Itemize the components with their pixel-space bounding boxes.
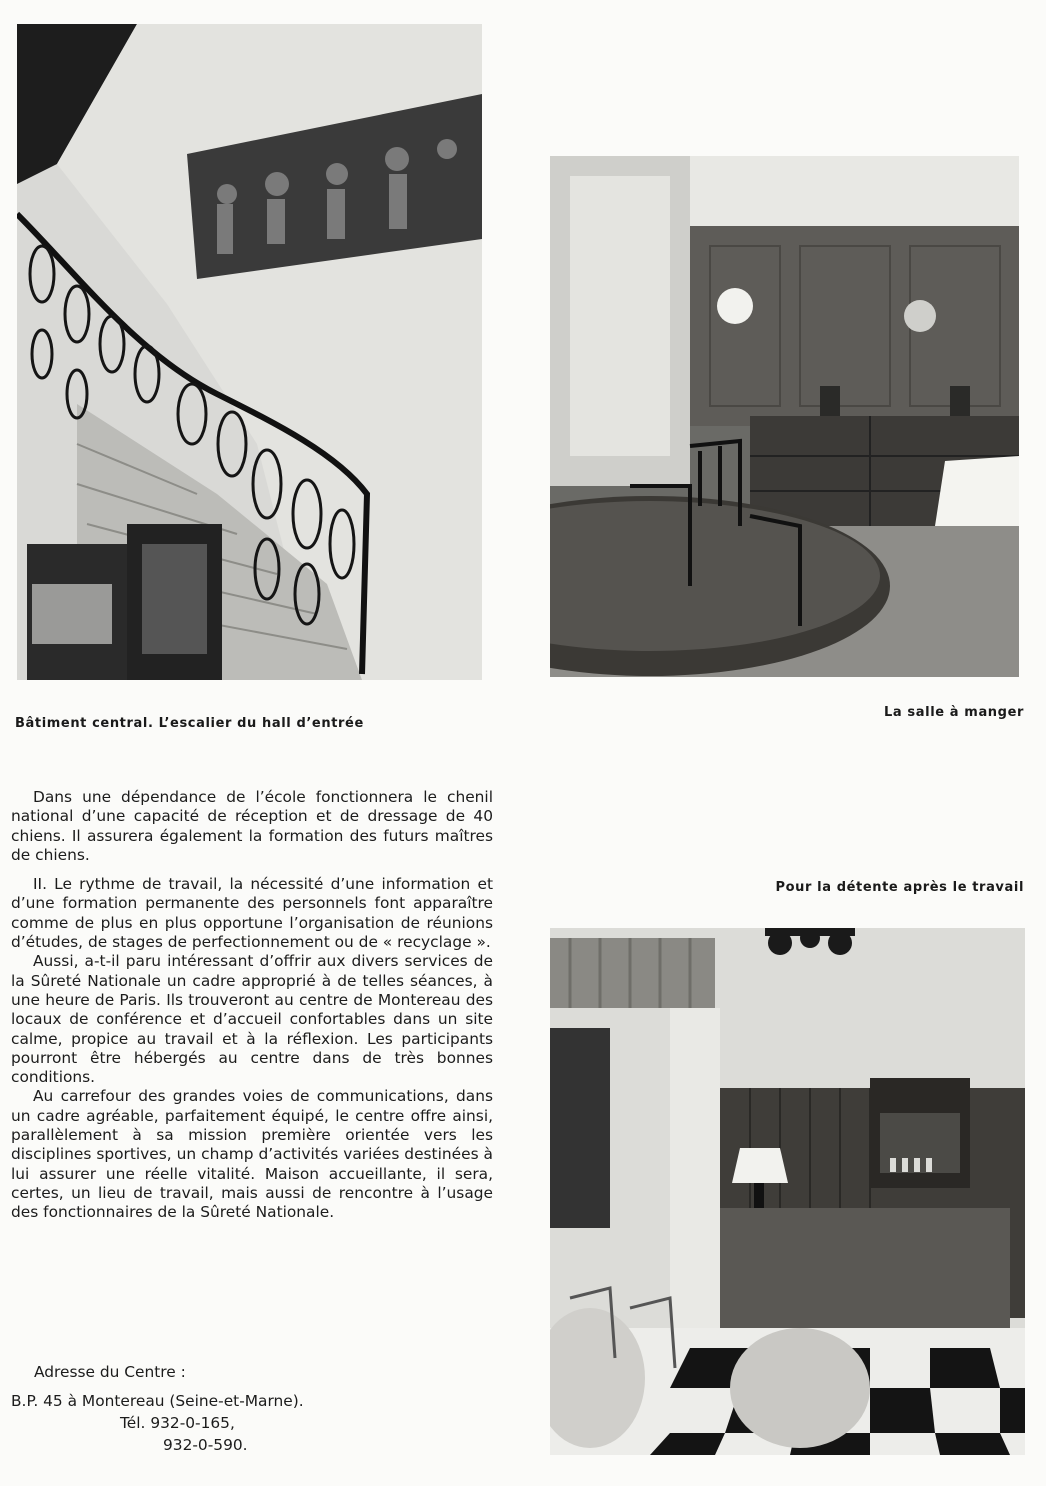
photo-lounge-bar bbox=[550, 928, 1025, 1455]
caption-staircase: Bâtiment central. L’escalier du hall d’entrée bbox=[15, 716, 364, 731]
address-line: B.P. 45 à Montereau (Seine-et-Marne). bbox=[11, 1392, 304, 1410]
caption-lounge: Pour la détente après le travail bbox=[775, 880, 1024, 895]
phone-2: 932-0-590. bbox=[163, 1436, 248, 1454]
paragraph-conference: Aussi, a-t-il paru intéressant d’offrir aux divers services de la Sûreté Nationale un cadre approprié à de telles séances, à une heure de Paris. Ils trouveront au centre de Montereau des locaux de conférence et d’accueil confortables dans un site calme, propice au travail et à la réflexion. Les participants pourront être hébergés au centre dans de très bonnes conditions. bbox=[11, 952, 493, 1087]
caption-dining-room: La salle à manger bbox=[884, 705, 1024, 720]
paragraph-kennel: Dans une dépendance de l’école fonctionnera le chenil national d’une capacité de réception et de dressage de 40 chiens. Il assurera également la formation des futurs maîtres de chiens. bbox=[11, 788, 493, 864]
phone-1: Tél. 932-0-165, bbox=[120, 1414, 235, 1432]
photo-staircase bbox=[17, 24, 482, 680]
photo-dining-room bbox=[550, 156, 1019, 677]
paragraph-crossroads: Au carrefour des grandes voies de communications, dans un cadre agréable, parfaitement équipé, le centre offre ainsi, parallèlement à sa mission première orientée vers les disciplines sportives, un champ d’activités variées destinées à lui assurer une réelle vitalité. Maison accueillante, il sera, certes, un lieu de travail, mais aussi de rencontre à l’usage des fonctionnaires de la Sûreté Nationale. bbox=[11, 1087, 493, 1222]
article-body bbox=[11, 788, 493, 1223]
paragraph-section-2: II. Le rythme de travail, la nécessité d’une information et d’une formation permanente des personnels font apparaître comme de plus en plus opportune l’organisation de réunions d’études, de stages de perfectionnement ou de « recyclage ». bbox=[11, 875, 493, 952]
address-heading: Adresse du Centre : bbox=[34, 1363, 186, 1381]
